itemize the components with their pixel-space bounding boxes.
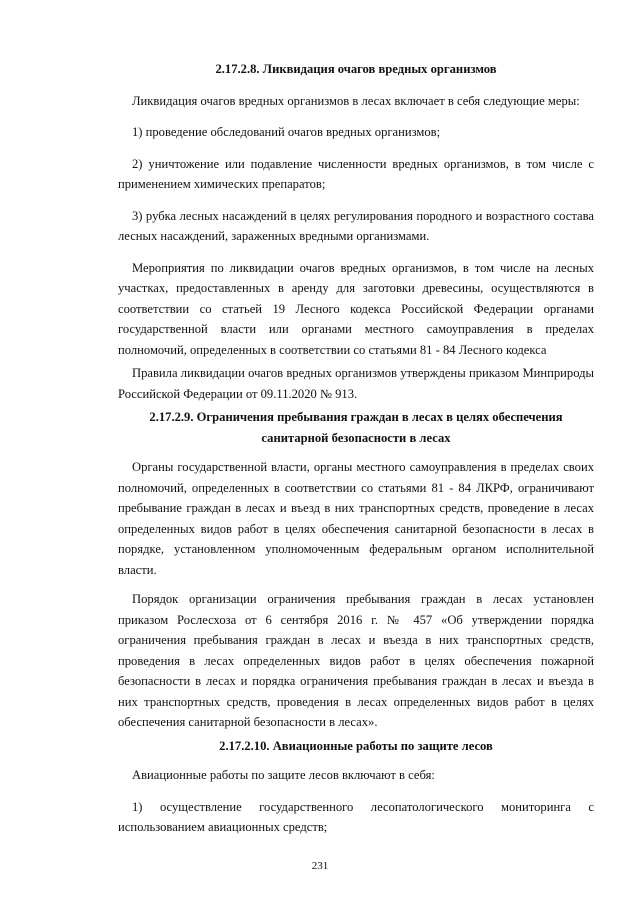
page-content [118, 59, 594, 838]
paragraph: Ликвидация очагов вредных организмов в лесах включает в себя следующие меры: [132, 93, 580, 108]
paragraph: Правила ликвидации очагов вредных организмов утверждены приказом Минприроды Российской Федерации от 09.11.2020 № 913. [118, 366, 594, 401]
list-item: 3) рубка лесных насаждений в целях регулирования породного и возрастного состава лесных насаждений, зараженных вредными организмами. [118, 208, 594, 243]
paragraph: Мероприятия по ликвидации очагов вредных организмов, в том числе на лесных участках, предоставленных в аренду для заготовки древесины, осуществляются в соответствии со статьей 19 Лесного кодекса Российской Федерации органами государственной власти или органами местного самоуправления в пределах полномочий, определенных в соответствии со статьями 81 - 84 Лесного кодекса [118, 260, 594, 357]
list-item: 2) уничтожение или подавление численности вредных организмов, в том числе с применением химических препаратов; [118, 156, 594, 191]
section-heading-2-17-2-10: 2.17.2.10. Авиационные работы по защите лесов [219, 738, 493, 753]
section-heading-2-17-2-9: 2.17.2.9. Ограничения пребывания граждан в лесах в целях обеспечения санитарной безопасности в лесах [149, 410, 563, 445]
paragraph: Порядок организации ограничения пребывания граждан в лесах установлен приказом Рослесхоза от 6 сентября 2016 г. № 457 «Об утверждении порядка ограничения пребывания граждан в лесах и въезда в них транспортных средств, проведения в лесах определенных видов работ в целях обеспечения пожарной безопасности в лесах и порядка ограничения пребывания граждан в лесах и въезда в них транспортных средств, проведения в лесах определенных видов работ в целях обеспечения санитарной безопасности в лесах». [118, 592, 594, 729]
paragraph: Авиационные работы по защите лесов включают в себя: [132, 768, 435, 782]
paragraph: Органы государственной власти, органы местного самоуправления в пределах своих полномочий, определенных в соответствии со статьями 81 - 84 ЛКРФ, ограничивают пребывание граждан в лесах и въезд в них транспортных средств, проведение в лесах определенных видов работ в целях обеспечения санитарной безопасности в лесах в порядке, установленном уполномоченным федеральным органом исполнительной власти. [118, 460, 594, 577]
list-item: 1) осуществление государственного лесопатологического мониторинга с использованием авиационных средств; [118, 799, 594, 834]
section-heading-2-17-2-8: 2.17.2.8. Ликвидация очагов вредных организмов [215, 62, 497, 76]
list-item: 1) проведение обследований очагов вредных организмов; [132, 125, 441, 139]
page-number: 231 [311, 860, 329, 872]
